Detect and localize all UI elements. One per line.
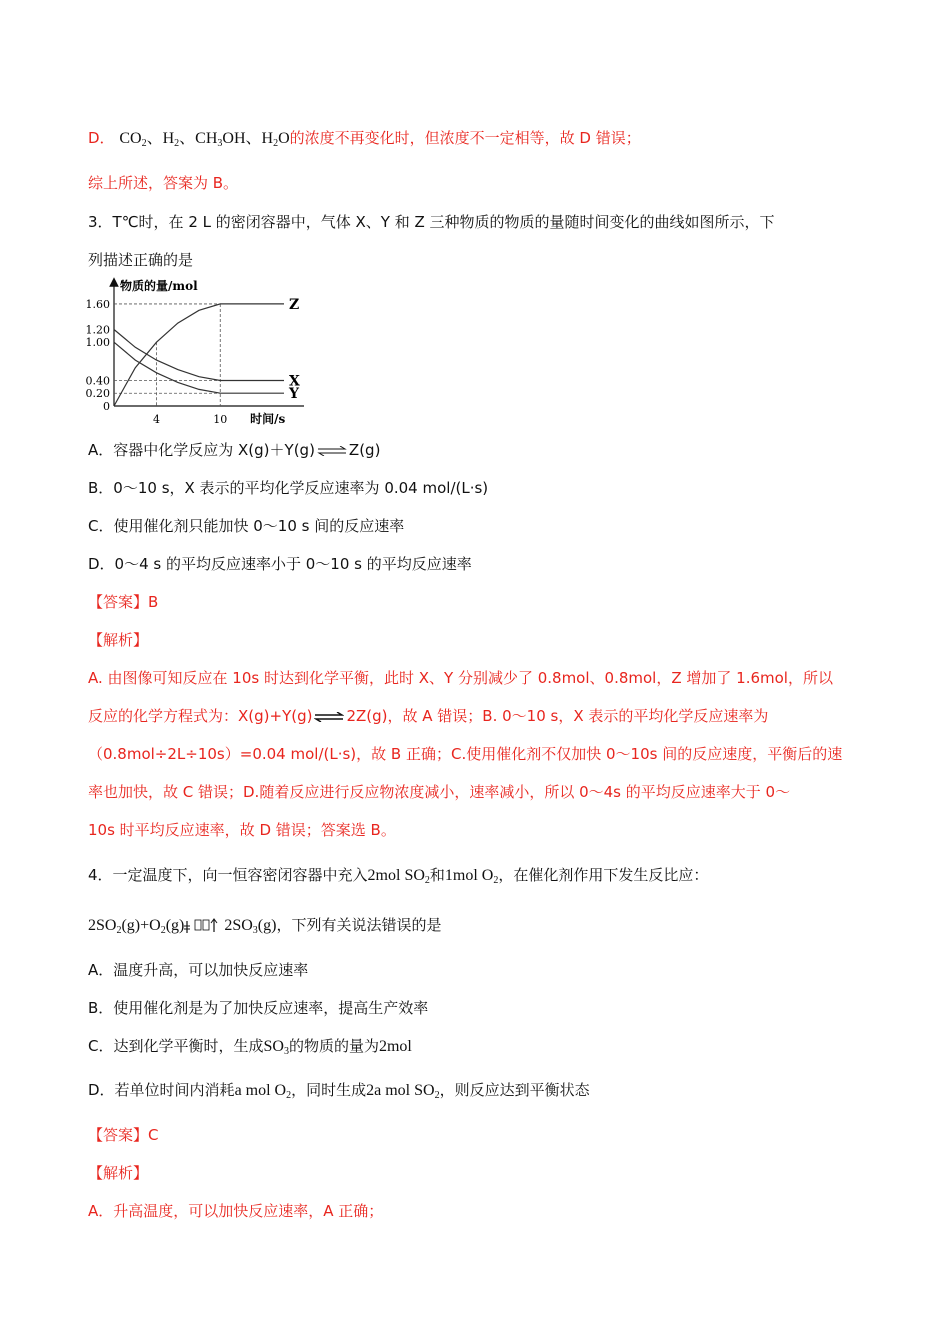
x-tick-label: 4 — [153, 413, 160, 426]
q3-option-d: D．0～4 s 的平均反应速率小于 0～10 s 的平均反应速率 — [88, 555, 472, 573]
option-label: D． — [88, 129, 115, 147]
y-tick-label: 0.20 — [85, 387, 110, 401]
q2-option-d-analysis — [88, 126, 641, 151]
q4-option-a: A．温度升高，可以加快反应速率 — [88, 961, 309, 979]
y-tick-label: 0 — [103, 400, 110, 413]
q4-option-c: C．达到化学平衡时，生成$SO_3$的物质的量为2mol — [88, 1037, 412, 1057]
q4-analysis-line1: A．升高温度，可以加快反应速率，A 正确； — [88, 1202, 384, 1220]
q4-answer: 【答案】C — [88, 1126, 159, 1144]
q3-answer: 【答案】B — [88, 593, 159, 611]
y-axis-label: 物质的量/mol — [120, 279, 198, 293]
q3-option-c: C．使用催化剂只能加快 0～10 s 间的反应速率 — [88, 517, 405, 535]
q4-stem-line2: $2SO_2(g)+O_2(g)$ $2SO_3(g)$，下列有关说法错误的是 — [88, 916, 442, 936]
q3-analysis-line5: 10s 时平均反应速率，故 D 错误；答案选 B。 — [88, 821, 396, 839]
equilibrium-arrow-icon — [314, 712, 344, 722]
series-line-z — [114, 304, 284, 406]
q3-analysis-label: 【解析】 — [88, 631, 149, 649]
q3-analysis-line3: （0.8mol÷2L÷10s）=0.04 mol/(L·s)，故 B 正确；C.使用催化剂不仅加快 0～10s 间的反应速度，平衡后的速 — [88, 745, 843, 763]
equilibrium-arrow-icon — [317, 446, 347, 456]
x-tick-label: 10 — [213, 413, 228, 426]
y-tick-label: 1.20 — [85, 323, 110, 337]
q3-analysis-line2: 反应的化学方程式为：X(g)+Y(g) 2Z(g)，故 A 错误；B. 0～10 s，X 表示的平均化学反应速率为 — [88, 707, 769, 725]
analysis-text: 的浓度不再变化时，但浓度不一定相等，故 D 错误； — [289, 129, 641, 147]
q4-stem-line1: 4．一定温度下，向一恒容密闭容器中充入2mol $SO_2$和1mol $O_2$，在催化剂作用下发生反比应： — [88, 866, 709, 886]
q3-stem-line1: 3．T℃时，在 2 L 的密闭容器中，气体 X、Y 和 Z 三种物质的物质的量随时间变化的曲线如图所示，下 — [88, 213, 775, 231]
equilibrium-arrow-icon — [184, 918, 220, 934]
q3-option-a: A．容器中化学反应为 X(g)＋Y(g) Z(g) — [88, 441, 381, 459]
series-label-x: X — [289, 373, 300, 390]
y-tick-label: 1.60 — [85, 297, 110, 311]
q3-stem-line2: 列描述正确的是 — [88, 251, 194, 269]
y-tick-label: 0.40 — [85, 374, 110, 388]
q3-option-b: B．0～10 s，X 表示的平均化学反应速率为 0.04 mol/(L·s) — [88, 479, 489, 497]
formula-list: $CO_2$、$H_2$、$CH_3OH$、$H_2O$ — [119, 130, 290, 149]
series-label-y: Y — [289, 386, 299, 403]
reaction-equation: $2SO_2(g)+O_2(g)$ $2SO_3(g)$ — [88, 917, 277, 936]
series-line-x — [114, 330, 284, 381]
y-tick-label: 1.00 — [85, 336, 110, 350]
q3-analysis-line1: A. 由图像可知反应在 10s 时达到化学平衡，此时 X、Y 分别减少了 0.8mol、0.8mol，Z 增加了 1.6mol，所以 — [88, 669, 833, 687]
q4-option-b: B．使用催化剂是为了加快反应速率，提高生产效率 — [88, 999, 429, 1017]
series-label-z: Z — [289, 296, 300, 313]
q4-analysis-label: 【解析】 — [88, 1164, 149, 1182]
q2-conclusion: 综上所述，答案为 B。 — [88, 174, 239, 192]
q4-option-d: D．若单位时间内消耗a mol $O_2$，同时生成2a mol $SO_2$，则反应达到平衡状态 — [88, 1081, 590, 1101]
q3-analysis-line4: 率也加快，故 C 错误；D.随着反应进行反应物浓度减小，速率减小，所以 0～4s 的平均反应速率大于 0～ — [88, 783, 791, 801]
x-axis-label: 时间/s — [250, 412, 286, 426]
q3-chart — [84, 276, 314, 436]
